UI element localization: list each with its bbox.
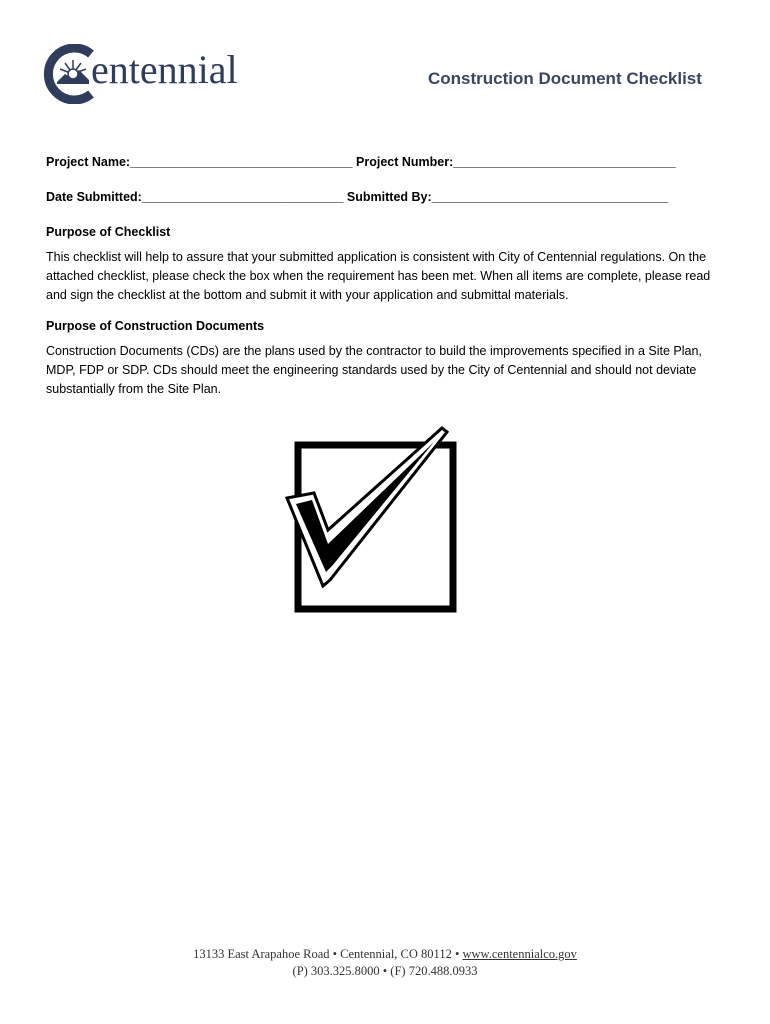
checkbox-checked-icon — [284, 426, 460, 616]
project-name-label: Project Name: — [46, 155, 131, 169]
logo-wordmark: entennial — [91, 47, 238, 92]
footer — [0, 946, 770, 980]
section-heading-construction-documents: Purpose of Construction Documents — [46, 319, 265, 333]
centennial-logo — [43, 44, 283, 104]
page-title: Construction Document Checklist — [428, 69, 702, 88]
project-number-label: Project Number: — [352, 155, 454, 169]
submission-row — [46, 190, 668, 204]
section-heading-checklist: Purpose of Checklist — [46, 225, 171, 239]
project-row — [46, 155, 676, 169]
project-number-field[interactable]: ________________________________ — [453, 155, 676, 169]
date-submitted-field[interactable]: _____________________________ — [141, 190, 344, 204]
submitted-by-label: Submitted By: — [343, 190, 432, 204]
website-link[interactable]: www.centennialco.gov — [462, 947, 577, 961]
section-body-construction-documents: Construction Documents (CDs) are the plans used by the contractor to build the improvements specified in a Site Plan, MDP, FDP or SDP. CDs should meet the engineering standards used by the City of Centennial and should not deviate substantially from the Site Plan. — [46, 344, 702, 396]
submitted-by-field[interactable]: __________________________________ — [431, 190, 669, 204]
footer-phones: (P) 303.325.8000 • (F) 720.488.0933 — [292, 964, 478, 978]
date-submitted-label: Date Submitted: — [46, 190, 142, 204]
footer-address-line — [0, 946, 770, 963]
section-body-checklist: This checklist will help to assure that your submitted application is consistent with City of Centennial regulations. On the attached checklist, please check the box when the requirement has been met. When all items are complete, please read and sign the checklist at the bottom and submit it with your application and submittal materials. — [46, 250, 711, 302]
footer-address: 13133 East Arapahoe Road • Centennial, CO 80112 • — [193, 947, 463, 961]
project-name-field[interactable]: ________________________________ — [130, 155, 353, 169]
